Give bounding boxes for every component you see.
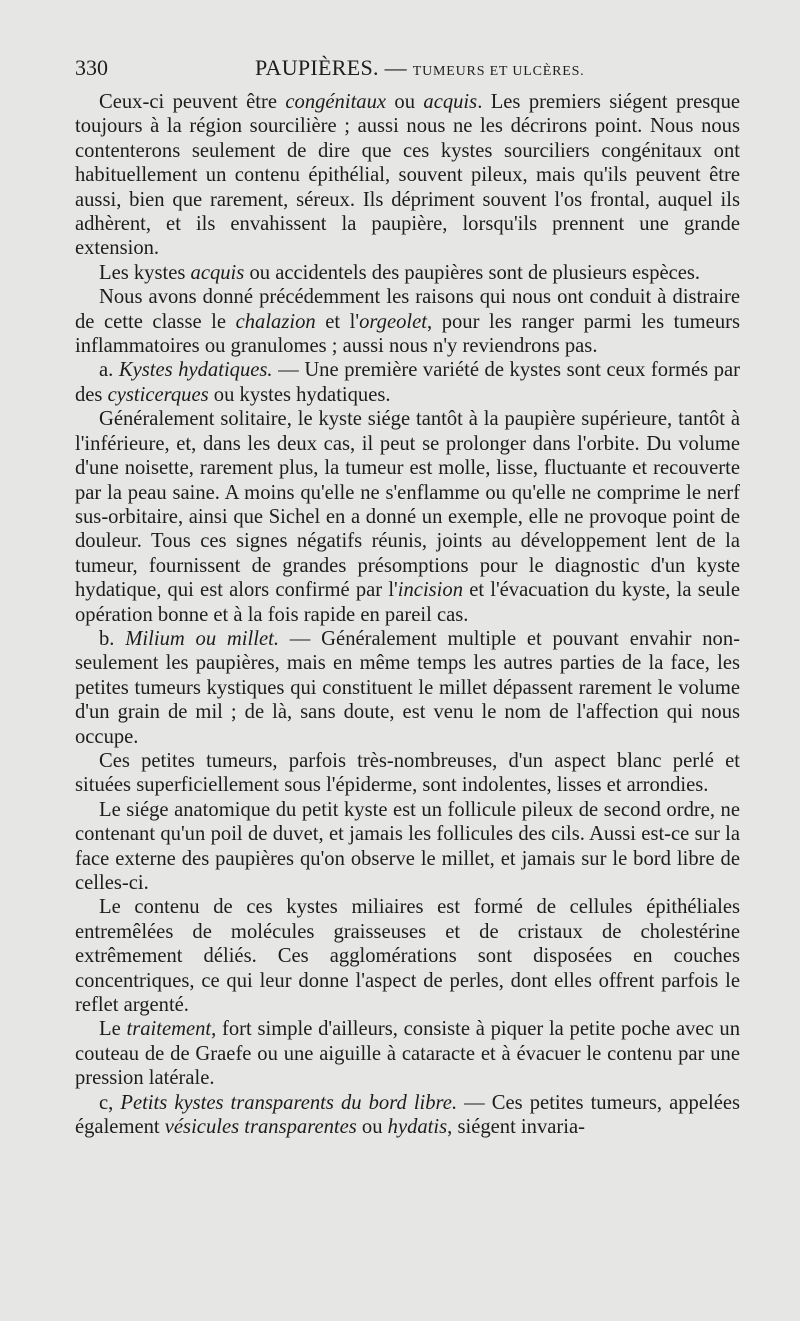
text-run: Le siége anatomique du petit kyste est un follicule pileux de second ordre, ne contenant qu'un poil de duvet, et jamais les follicules des cils. Aussi est-ce sur la face externe des paupières qu'on observe le millet, et jamais sur le bord libre de celles-ci.: [75, 798, 740, 894]
italic-text: traitement: [126, 1018, 212, 1041]
text-run: c,: [99, 1091, 121, 1114]
page-number: 330: [75, 55, 108, 80]
italic-text: acquis: [190, 261, 245, 284]
paragraph: [75, 1017, 740, 1090]
text-run: et l': [315, 310, 360, 333]
paragraph: [75, 261, 740, 285]
paragraph: [75, 285, 740, 358]
paragraph: [75, 407, 740, 627]
italic-text: hydatis: [387, 1116, 448, 1139]
text-run: ou kystes hydatiques.: [208, 383, 391, 406]
italic-text: Milium ou millet.: [125, 627, 279, 650]
text-run: , siégent invaria-: [447, 1116, 585, 1139]
title-dash: —: [384, 55, 407, 80]
italic-text: Petits kystes transparents du bord libre.: [120, 1091, 458, 1114]
text-run: et l'évacuation du kyste, la seule opération bonne et à la fois rapide en pareil cas.: [75, 579, 741, 626]
italic-text: vésicules transparentes: [164, 1116, 357, 1139]
paragraph: [75, 358, 740, 407]
text-run: , pour les ranger parmi les tumeurs inflammatoires ou granulomes ; aussi nous n'y reviendrons pas.: [75, 310, 740, 358]
italic-text: congénitaux: [285, 91, 387, 113]
italic-text: Kystes hydatiques.: [118, 359, 273, 382]
italic-text: chalazion: [235, 310, 316, 333]
text-run: b.: [99, 627, 126, 650]
paragraph: [75, 90, 740, 261]
text-run: a.: [99, 359, 119, 382]
italic-text: acquis: [423, 91, 478, 113]
paragraph: [75, 798, 740, 896]
text-run: Nous avons donné précédemment les raisons qui nous ont conduit à distraire de cette classe le: [75, 286, 740, 333]
text-run: — Généralement multiple et pouvant envahir non-seulement les paupières, mais en même temps les autres parties de la face, les petites tumeurs kystiques qui constituent le millet dépassent rarement le volume d'un grain de mil ; de là, sans doute, est venu le nom de l'affection qui nous occupe.: [75, 627, 741, 748]
text-run: ou accidentels des paupières sont de plusieurs espèces.: [244, 261, 701, 284]
text-run: Ces petites tumeurs, parfois très-nombreuses, d'un aspect blanc perlé et situées superficiellement sous l'épiderme, sont indolentes, lisses et arrondies.: [75, 749, 740, 797]
paragraph: [75, 1091, 740, 1140]
page-header: [75, 55, 740, 85]
italic-text: incision: [397, 579, 463, 602]
paragraph: [75, 749, 740, 798]
text-run: , fort simple d'ailleurs, consiste à piquer la petite poche avec un couteau de de Graefe ou une aiguille à cataracte et à évacuer le contenu par une pression latérale.: [75, 1018, 740, 1090]
text-run: Le contenu de ces kystes miliaires est formé de cellules épithéliales entremêlées de molécules graisseuses et de cristaux de cholestérine extrêmement déliés. Ces agglomérations sont disposées en couches concentriques, ce qui leur donne l'aspect de perles, dont elles offrent parfois le reflet argenté.: [75, 896, 740, 1017]
text-run: — Une première variété de kystes sont ceux formés par des: [75, 359, 740, 406]
text-run: ou: [356, 1116, 388, 1139]
italic-text: cysticerques: [107, 383, 209, 406]
body-text: [75, 90, 740, 1139]
text-run: Ceux-ci peuvent être: [99, 91, 286, 113]
paragraph: [75, 627, 740, 749]
italic-text: orgeolet: [359, 310, 427, 333]
text-run: Généralement solitaire, le kyste siége tantôt à la paupière supérieure, tantôt à l'inférieure, et, dans les deux cas, il peut se prolonger dans l'orbite. Du volume d'une noisette, rarement plus, la tumeur est molle, lisse, fluctuante et recouverte par la peau saine. A moins qu'elle ne s'enflamme ou qu'elle ne comprime le nerf sus-orbitaire, ainsi que Sichel en a donné un exemple, elle ne provoque point de douleur. Tous ces signes négatifs réunis, joints au développement lent de la tumeur, fournissent de grandes présomptions pour le diagnostic d'un kyste hydatique, qui est alors confirmé par l': [75, 408, 740, 602]
text-run: ou: [386, 91, 424, 113]
text-run: Les kystes: [99, 261, 191, 284]
text-run: — Ces petites tumeurs, appelées également: [75, 1091, 741, 1139]
text-run: Le: [99, 1018, 127, 1041]
paragraph: [75, 895, 740, 1017]
text-run: . Les premiers siégent presque toujours à la région sourcilière ; aussi nous ne les décrirons point. Nous nous contenterons seulement de dire que ces kystes sourciliers congénitaux ont habituellement un contenu épithélial, souvent pileux, mais qu'ils peuvent être aussi, bien que rarement, séreux. Ils dépriment souvent l'os frontal, auquel ils adhèrent, et ils envahissent la paupière, lorsqu'ils prennent une grande extension.: [75, 91, 741, 260]
chapter-title: PAUPIÈRES.: [255, 55, 379, 80]
running-title: [255, 55, 584, 81]
section-title: TUMEURS ET ULCÈRES.: [412, 64, 585, 79]
